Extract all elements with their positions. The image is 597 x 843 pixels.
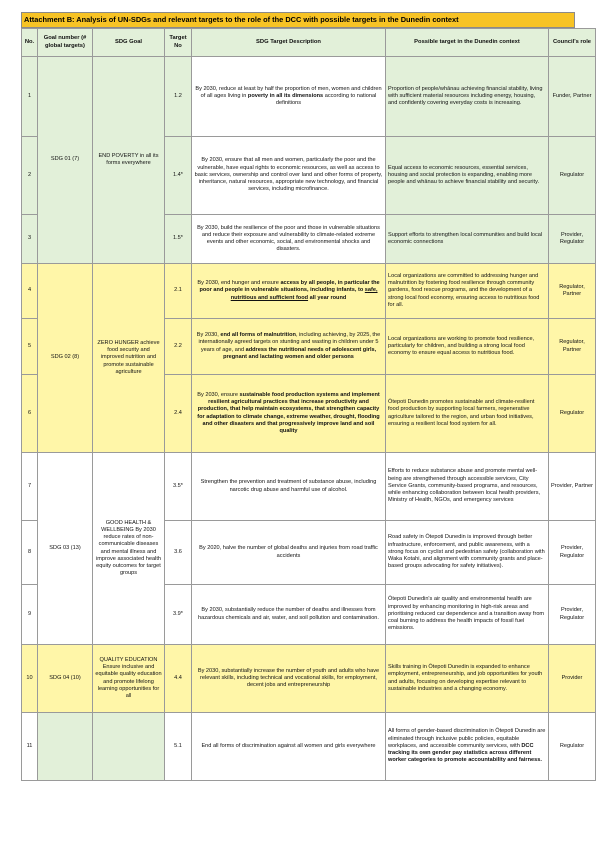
councils-role: Provider, Regulator <box>549 521 596 585</box>
row-number: 1 <box>22 57 38 137</box>
possible-target: Skills training in Ōtepoti Dunedin is expanded to enhance employment, entrepreneurship, and job opportunities for youth and adults, focusing on developing expertise relevant to sustainable industries and a changing economy. <box>386 645 549 713</box>
target-description: By 2030, build the resilience of the poor and those in vulnerable situations and reduce their exposure and vulnerability to climate-related extreme events and other economic, social, and environmental shocks and disasters. <box>192 215 386 264</box>
table-row <box>22 264 596 319</box>
goal-name-empty <box>93 713 165 781</box>
target-description: By 2030, ensure that all men and women, particularly the poor and the vulnerable, have equal rights to economic resources, as well as access to basic services, ownership and control over land and other forms of property, inheritance, natural resources, appropriate new technology, and financial services, including microfinance. <box>192 137 386 215</box>
councils-role: Regulator <box>549 137 596 215</box>
table-row <box>22 645 596 713</box>
header-row <box>22 29 596 57</box>
councils-role: Regulator <box>549 375 596 453</box>
row-number: 10 <box>22 645 38 713</box>
table-row <box>22 453 596 521</box>
target-number: 3.5* <box>165 453 192 521</box>
header-description: SDG Target Description <box>192 29 386 57</box>
goal-number: SDG 03 (13) <box>38 453 93 645</box>
row-number: 6 <box>22 375 38 453</box>
target-description: By 2020, halve the number of global deaths and injuries from road traffic accidents <box>192 521 386 585</box>
header-possible-target: Possible target in the Dunedin context <box>386 29 549 57</box>
possible-target: Local organizations are committed to addressing hunger and malnutrition by fostering food resilience through community gardens, food rescue programs, and the development of a strong local food economy, ensuring access to nutritious food for all. <box>386 264 549 319</box>
councils-role: Provider, Partner <box>549 453 596 521</box>
councils-role: Regulator, Partner <box>549 319 596 375</box>
header-no: No. <box>22 29 38 57</box>
goal-name: GOOD HEALTH & WELLBEING By 2030 reduce rates of non-communicable diseases and mental illness and improve associated health equity outcomes for target groups <box>93 453 165 645</box>
header-goal-number: Goal number (# global targets) <box>38 29 93 57</box>
target-description: By 2030, end all forms of malnutrition, including achieving, by 2025, the internationally agreed targets on stunting and wasting in children under 5 years of age, and address the nutritional needs of adolescent girls, pregnant and lactating women and older persons <box>192 319 386 375</box>
target-number: 3.9* <box>165 585 192 645</box>
goal-name: QUALITY EDUCATION Ensure inclusive and equitable quality education and promote lifelong learning opportunities for all <box>93 645 165 713</box>
document-title: Attachment B: Analysis of UN-SDGs and relevant targets to the role of the DCC with possible targets in the Dunedin context <box>21 12 575 28</box>
councils-role: Provider, Regulator <box>549 215 596 264</box>
header-target-no: Target No <box>165 29 192 57</box>
target-number: 2.2 <box>165 319 192 375</box>
target-number: 2.4 <box>165 375 192 453</box>
possible-target: Equal access to economic resources, essential services, housing and social protection is expanding, enabling more people and whānau to achieve financial stability and security. <box>386 137 549 215</box>
row-number: 7 <box>22 453 38 521</box>
goal-number-empty <box>38 713 93 781</box>
goal-name: ZERO HUNGER achieve food security and improved nutrition and promote sustainable agriculture <box>93 264 165 453</box>
target-number: 1.5* <box>165 215 192 264</box>
table-row <box>22 713 596 781</box>
goal-number: SDG 01 (7) <box>38 57 93 264</box>
councils-role: Regulator <box>549 713 596 781</box>
councils-role: Provider <box>549 645 596 713</box>
goal-name: END POVERTY in all its forms everywhere <box>93 57 165 264</box>
target-description: By 2030, substantially reduce the number of deaths and illnesses from hazardous chemicals and air, water, and soil pollution and contamination. <box>192 585 386 645</box>
row-number: 2 <box>22 137 38 215</box>
goal-number: SDG 04 (10) <box>38 645 93 713</box>
document-sheet <box>21 12 593 781</box>
target-description: By 2030, reduce at least by half the proportion of men, women and children of all ages living in poverty in all its dimensions according to national definitions <box>192 57 386 137</box>
row-number: 11 <box>22 713 38 781</box>
councils-role: Funder, Partner <box>549 57 596 137</box>
target-description: By 2030, substantially increase the number of youth and adults who have relevant skills, including technical and vocational skills, for employment, decent jobs and entrepreneurship <box>192 645 386 713</box>
target-number: 2.1 <box>165 264 192 319</box>
header-councils-role: Council's role <box>549 29 596 57</box>
table-row <box>22 57 596 137</box>
councils-role: Provider, Regulator <box>549 585 596 645</box>
possible-target: Ōtepoti Dunedin promotes sustainable and climate-resilient food production by supporting local farmers, regenerative agriculture tailored to the region, and urban food initiatives, ensuring a resilient local food system for all. <box>386 375 549 453</box>
target-number: 1.4* <box>165 137 192 215</box>
sdg-table <box>21 28 596 781</box>
header-sdg-goal: SDG Goal <box>93 29 165 57</box>
possible-target: Efforts to reduce substance abuse and promote mental well-being are strengthened through accessible services, City Service Grants, community-based programs, and resources, while enhancing collaboration between local health providers, Ministry of Health, NGOs, and emergency services <box>386 453 549 521</box>
possible-target: Proportion of people/whānau achieving financial stability, living with sufficient material resources including energy, housing, and confidently covering everyday costs is increasing. <box>386 57 549 137</box>
possible-target: All forms of gender-based discrimination in Ōtepoti Dunedin are eliminated through inclusive public policies, equitable workplaces, and accessible community services, with DCC tracking its own gender pay statistics across different worker categories to promote accountability and fairness. <box>386 713 549 781</box>
councils-role: Regulator, Partner <box>549 264 596 319</box>
target-description: End all forms of discrimination against all women and girls everywhere <box>192 713 386 781</box>
row-number: 9 <box>22 585 38 645</box>
goal-number: SDG 02 (8) <box>38 264 93 453</box>
possible-target: Support efforts to strengthen local communities and build local economic connections <box>386 215 549 264</box>
target-number: 4.4 <box>165 645 192 713</box>
row-number: 8 <box>22 521 38 585</box>
row-number: 3 <box>22 215 38 264</box>
row-number: 5 <box>22 319 38 375</box>
target-description: By 2030, ensure sustainable food production systems and implement resilient agricultural practices that increase productivity and production, that help maintain ecosystems, that strengthen capacity for adaptation to climate change, extreme weather, drought, flooding and other disasters and that progressively improve land and soil quality <box>192 375 386 453</box>
target-description: Strengthen the prevention and treatment of substance abuse, including narcotic drug abuse and harmful use of alcohol. <box>192 453 386 521</box>
possible-target: Road safety in Ōtepoti Dunedin is improved through better infrastructure, enforcement, and public awareness, with a strong focus on cyclist and pedestrian safety (collaboration with Waka Kotahi, and alignment with community grants and place-based groups advocating for safety initiatives). <box>386 521 549 585</box>
target-number: 1.2 <box>165 57 192 137</box>
possible-target: Local organizations are working to promote food resilience, particularly for children, and building a strong local food economy to ensure equal access to nutritious food. <box>386 319 549 375</box>
possible-target: Ōtepoti Dunedin's air quality and environmental health are improved by enhancing monitoring in high-risk areas and prioritising reduced car dependence and a transition away from coal burning to address the health impacts of fossil fuel emissions. <box>386 585 549 645</box>
target-description: By 2030, end hunger and ensure access by all people, in particular the poor and people in vulnerable situations, including infants, to safe, nutritious and sufficient food all year round <box>192 264 386 319</box>
target-number: 3.6 <box>165 521 192 585</box>
row-number: 4 <box>22 264 38 319</box>
target-number: 5.1 <box>165 713 192 781</box>
